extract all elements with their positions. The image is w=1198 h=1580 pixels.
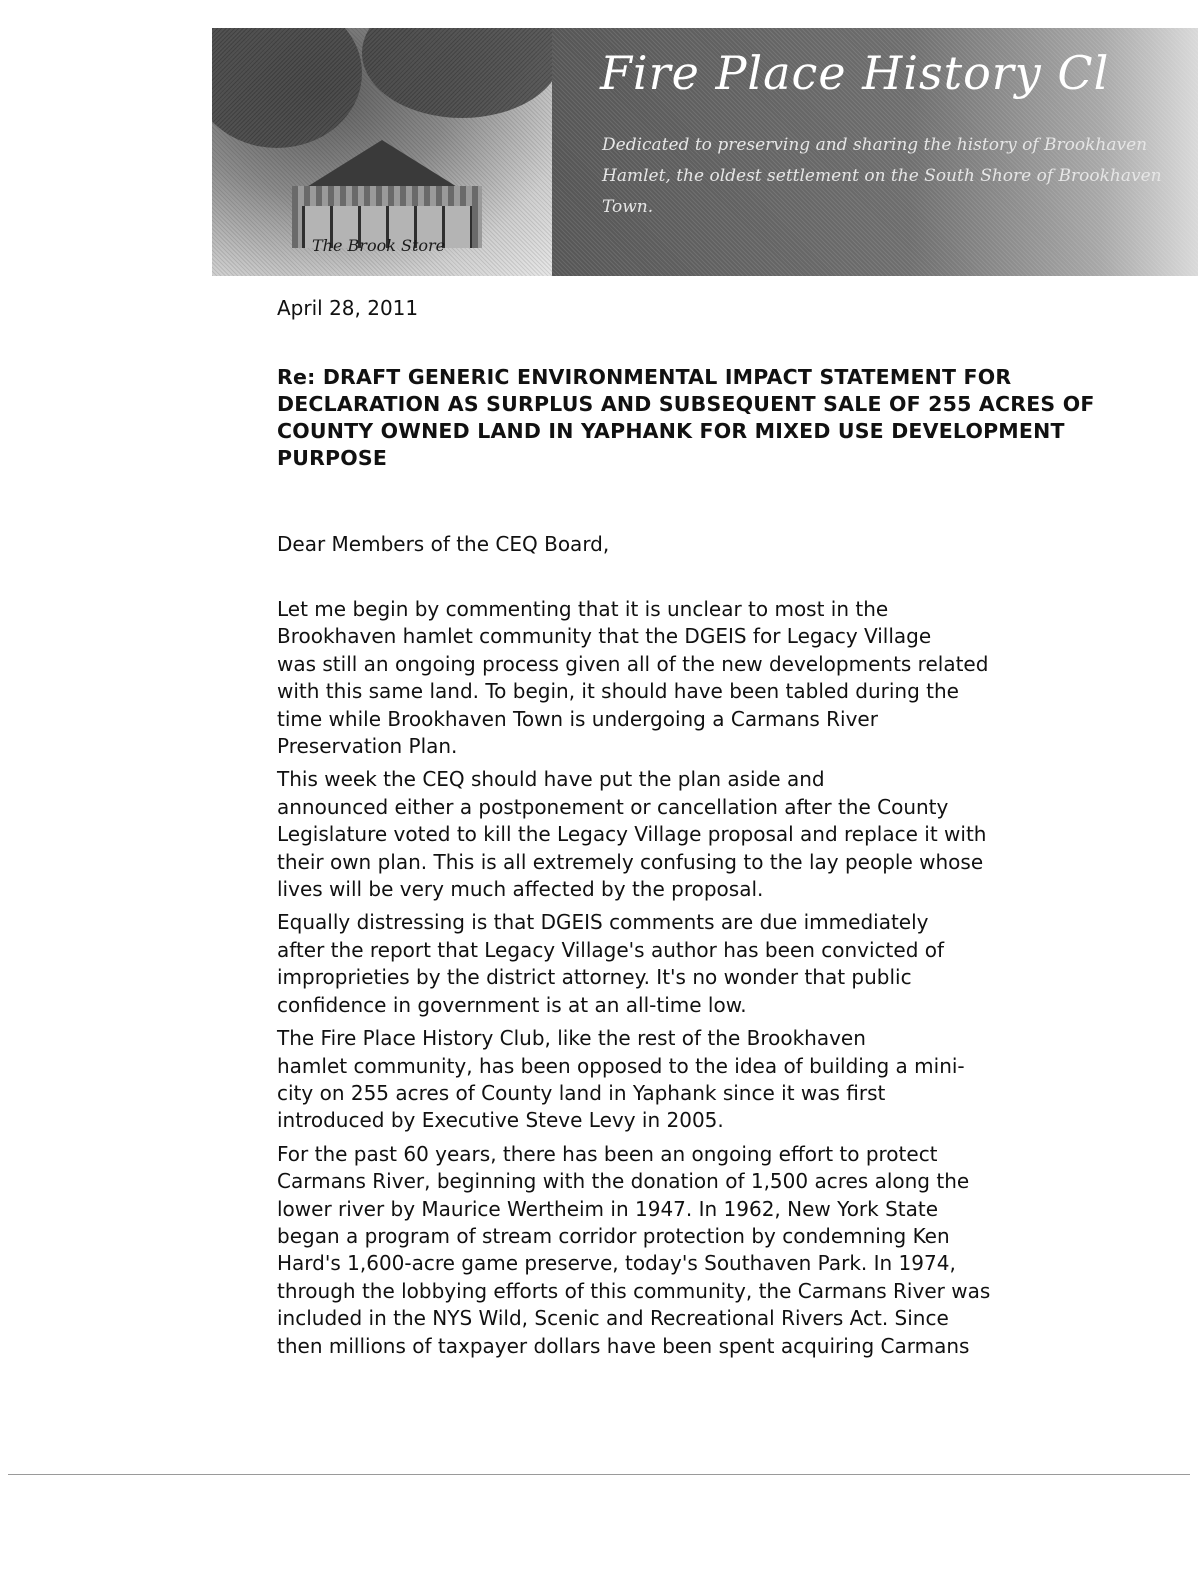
page-bottom-rule [8, 1474, 1190, 1475]
club-tagline: Dedicated to preserving and sharing the history of Brookhaven Hamlet, the oldest settlement on the South Shore of Brookhaven Town. [602, 135, 1162, 217]
club-title: Fire Place History Cl [600, 46, 1110, 100]
tree-foliage [212, 28, 362, 148]
letter-salutation: Dear Members of the CEQ Board, [277, 532, 610, 556]
store-roof [282, 140, 482, 190]
letter-subject: Re: DRAFT GENERIC ENVIRONMENTAL IMPACT STATEMENT FOR DECLARATION AS SURPLUS AND SUBSEQUENT SALE OF 255 ACRES OF COUNTY OWNED LAND IN YAPHANK FOR MIXED USE DEVELOPMENT PURPOSE [277, 365, 1095, 470]
body-paragraph: The Fire Place History Club, like the rest of the Brookhaven hamlet community, has been opposed to the idea of building a mini- city on 255 acres of County land in Yaphank since it was first introduced by Executive Steve Levy in 2005. [277, 1026, 965, 1133]
photo-caption: The Brook Store [312, 236, 446, 255]
body-paragraph: For the past 60 years, there has been an ongoing effort to protect Carmans River, beginning with the donation of 1,500 acres along the lower river by Maurice Wertheim in 1947. In 1962, New York State began a program of stream corridor protection by condemning Ken Hard's 1,600-acre game preserve, today's Southaven Park. In 1974, through the lobbying efforts of this community, the Carmans River was included in the NYS Wild, Scenic and Recreational Rivers Act. Since then millions of taxpayer dollars have been spent acquiring Carmans [277, 1141, 991, 1358]
body-paragraph: Let me begin by commenting that it is unclear to most in the Brookhaven hamlet community that the DGEIS for Legacy Village was still an ongoing process given all of the new developments related with this same land. To begin, it should have been tabled during the time while Brookhaven Town is undergoing a Carmans River Preservation Plan. [277, 597, 989, 759]
tree-foliage [362, 28, 562, 118]
body-paragraph: This week the CEQ should have put the plan aside and announced either a postponement or cancellation after the County Legislature voted to kill the Legacy Village proposal and replace it with their own plan. This is all extremely confusing to the lay people whose lives will be very much affected by the proposal. [277, 767, 987, 902]
letter-body [277, 596, 1157, 1366]
brook-store-photo [212, 28, 557, 276]
banner-title-panel [552, 28, 1198, 276]
body-paragraph: Equally distressing is that DGEIS comments are due immediately after the report that Legacy Village's author has been convicted of improprieties by the district attorney. It's no wonder that public confidence in government is at an all-time low. [277, 910, 945, 1017]
letter-date: April 28, 2011 [277, 296, 419, 320]
letterhead-banner [212, 28, 1198, 276]
